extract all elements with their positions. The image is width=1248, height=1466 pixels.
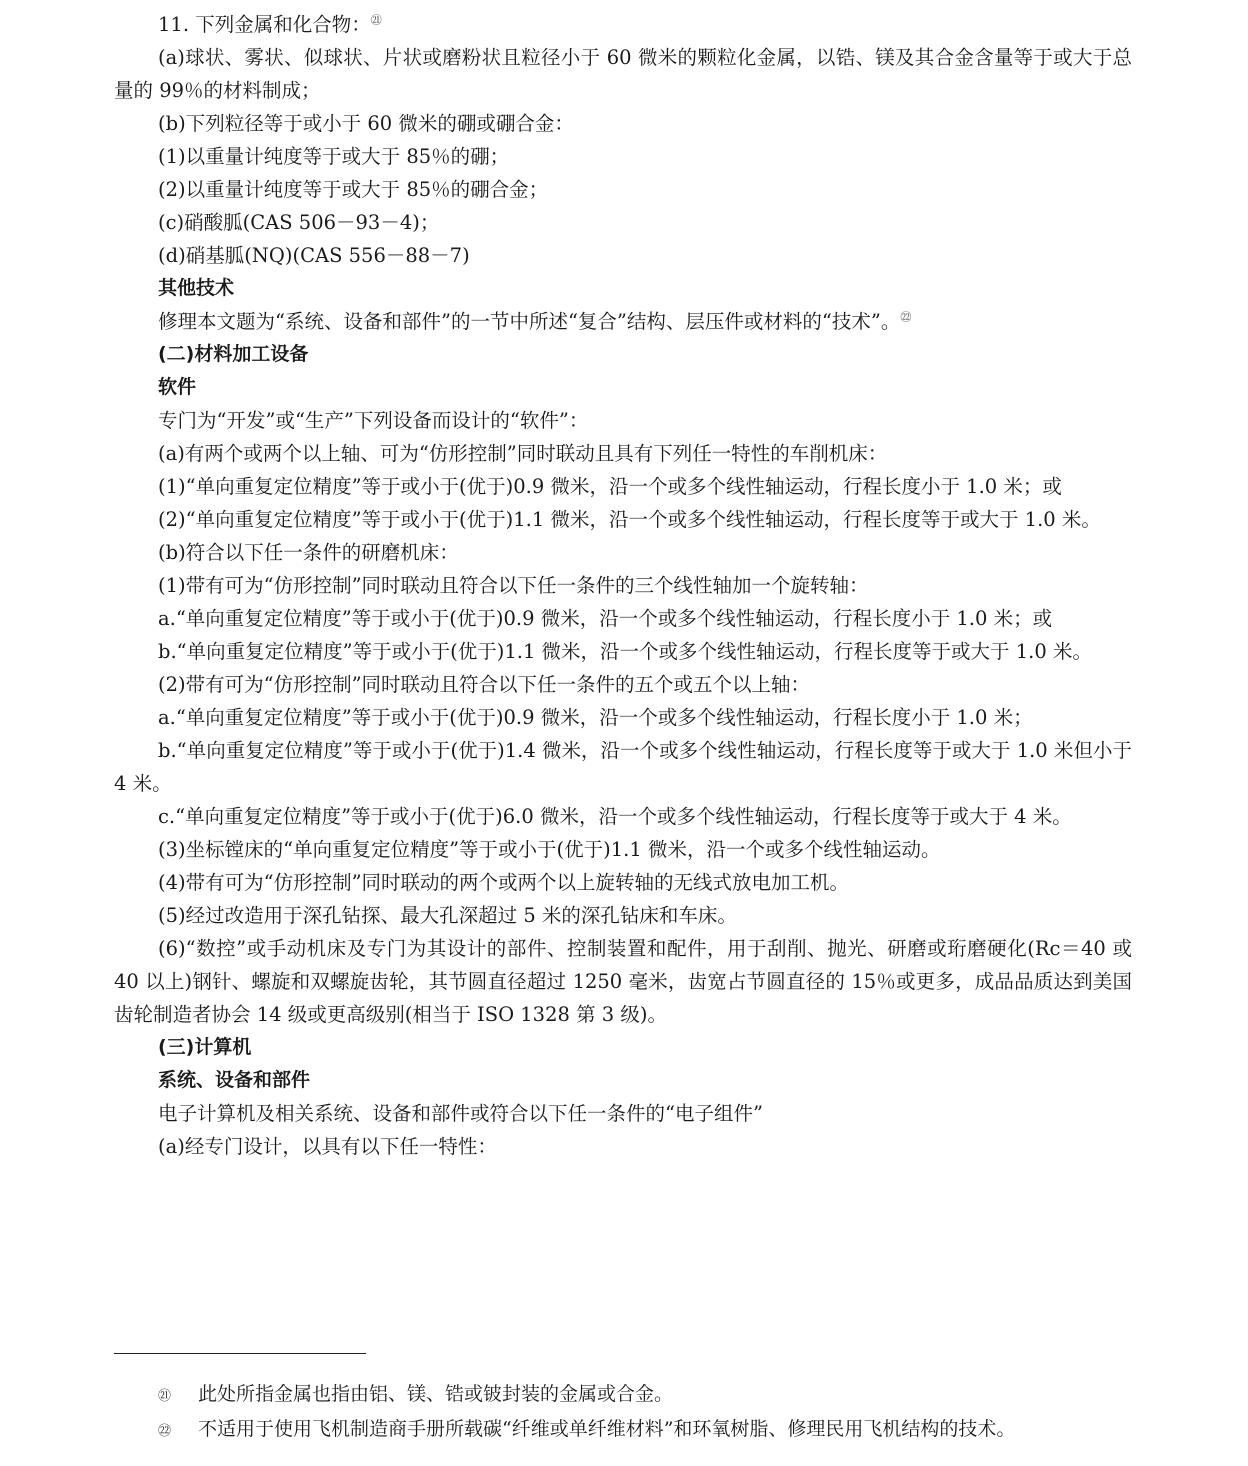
- section-heading: [114, 1031, 1132, 1064]
- paragraph: [114, 41, 1132, 107]
- section-heading: [114, 272, 1132, 305]
- paragraph-text: (3)坐标镗床的“单向重复定位精度”等于或小于(优于)1.1 微米，沿一个或多个线性轴运动。: [158, 838, 941, 861]
- paragraph: [114, 866, 1132, 899]
- paragraph-text: (c)硝酸胍(CAS 506－93－4)；: [158, 211, 440, 234]
- paragraph-text: 专门为“开发”或“生产”下列设备而设计的“软件”：: [158, 409, 589, 432]
- section-heading: [114, 1064, 1132, 1097]
- document-body: [114, 8, 1132, 1163]
- footnote-reference: ㉑: [370, 13, 382, 27]
- footnote-text: 不适用于使用飞机制造商手册所载碳“纤维或单纤维材料”和环氧树脂、修理民用飞机结构的技术。: [198, 1418, 1016, 1440]
- paragraph: [114, 833, 1132, 866]
- paragraph-text: b.“单向重复定位精度”等于或小于(优于)1.1 微米，沿一个或多个线性轴运动，行程长度等于或大于 1.0 米。: [158, 640, 1092, 663]
- paragraph-text: (1)带有可为“仿形控制”同时联动且符合以下任一条件的三个线性轴加一个旋转轴：: [158, 574, 869, 597]
- paragraph-text: c.“单向重复定位精度”等于或小于(优于)6.0 微米，沿一个或多个线性轴运动，行程长度等于或大于 4 米。: [158, 805, 1072, 828]
- paragraph-text: (a)经专门设计，以具有以下任一特性：: [158, 1135, 497, 1158]
- paragraph-text: 其他技术: [158, 277, 235, 299]
- paragraph-text: (2)“单向重复定位精度”等于或小于(优于)1.1 微米，沿一个或多个线性轴运动，行程长度等于或大于 1.0 米。: [158, 508, 1101, 531]
- paragraph: [114, 899, 1132, 932]
- paragraph: [114, 305, 1132, 338]
- paragraph: [114, 173, 1132, 206]
- paragraph: [114, 569, 1132, 602]
- paragraph-text: 系统、设备和部件: [158, 1069, 311, 1091]
- paragraph: [114, 932, 1132, 1031]
- paragraph: [114, 734, 1132, 800]
- footnote-mark: ㉒: [158, 1424, 172, 1439]
- paragraph-text: 11. 下列金属和化合物：: [158, 13, 371, 36]
- paragraph: [114, 140, 1132, 173]
- paragraph: [114, 701, 1132, 734]
- paragraph-text: (1)以重量计纯度等于或大于 85％的硼；: [158, 145, 510, 168]
- paragraph: [114, 206, 1132, 239]
- paragraph-text: (2)带有可为“仿形控制”同时联动且符合以下任一条件的五个或五个以上轴：: [158, 673, 811, 696]
- paragraph: [114, 404, 1132, 437]
- paragraph-text: (a)有两个或两个以上轴、可为“仿形控制”同时联动且具有下列任一特性的车削机床：: [158, 442, 888, 465]
- paragraph-text: a.“单向重复定位精度”等于或小于(优于)0.9 微米，沿一个或多个线性轴运动，行程长度小于 1.0 米；: [158, 706, 1033, 729]
- footnotes: [114, 1378, 1132, 1448]
- footnote: [114, 1413, 1132, 1448]
- paragraph-text: b.“单向重复定位精度”等于或小于(优于)1.4 微米，沿一个或多个线性轴运动，行程长度等于或大于 1.0 米但小于 4 米。: [114, 739, 1132, 795]
- paragraph-text: (三)计算机: [158, 1036, 252, 1058]
- footnote-reference: ㉒: [900, 310, 912, 324]
- paragraph: [114, 800, 1132, 833]
- paragraph: [114, 239, 1132, 272]
- paragraph-text: (5)经过改造用于深孔钻探、最大孔深超过 5 米的深孔钻床和车床。: [158, 904, 737, 927]
- section-heading: [114, 338, 1132, 371]
- paragraph-text: (b)下列粒径等于或小于 60 微米的硼或硼合金：: [158, 112, 574, 135]
- paragraph-text: (d)硝基胍(NQ)(CAS 556－88－7): [158, 244, 470, 267]
- paragraph-text: 电子计算机及相关系统、设备和部件或符合以下任一条件的“电子组件”: [158, 1102, 763, 1125]
- paragraph-text: (a)球状、雾状、似球状、片状或磨粉状且粒径小于 60 微米的颗粒化金属，以锆、镁及其合金含量等于或大于总量的 99％的材料制成；: [114, 46, 1132, 102]
- footnote: [114, 1378, 1132, 1413]
- footnote-mark: ㉑: [158, 1389, 172, 1404]
- paragraph-text: (6)“数控”或手动机床及专门为其设计的部件、控制装置和配件，用于刮削、抛光、研磨或珩磨硬化(Rc＝40 或 40 以上)钢针、螺旋和双螺旋齿轮，其节圆直径超过 1250 毫米，齿宽占节圆直径的 15％或更多，成品品质达到美国齿轮制造者协会 14 级或更高级别(相当于 ISO 1328 第 3 级)。: [114, 937, 1132, 1026]
- paragraph-text: (4)带有可为“仿形控制”同时联动的两个或两个以上旋转轴的无线式放电加工机。: [158, 871, 850, 894]
- paragraph-text: (b)符合以下任一条件的研磨机床：: [158, 541, 459, 564]
- paragraph-text: (二)材料加工设备: [158, 343, 309, 365]
- paragraph: [114, 470, 1132, 503]
- paragraph: [114, 1130, 1132, 1163]
- paragraph: [114, 1097, 1132, 1130]
- paragraph: [114, 536, 1132, 569]
- paragraph: [114, 8, 1132, 41]
- section-heading: [114, 371, 1132, 404]
- footnote-text: 此处所指金属也指由铝、镁、锆或铍封装的金属或合金。: [198, 1383, 674, 1405]
- paragraph: [114, 503, 1132, 536]
- footnote-separator: [114, 1353, 366, 1354]
- paragraph-text: (2)以重量计纯度等于或大于 85％的硼合金；: [158, 178, 549, 201]
- paragraph: [114, 602, 1132, 635]
- paragraph: [114, 635, 1132, 668]
- paragraph: [114, 668, 1132, 701]
- paragraph: [114, 107, 1132, 140]
- paragraph-text: (1)“单向重复定位精度”等于或小于(优于)0.9 微米，沿一个或多个线性轴运动，行程长度小于 1.0 米；或: [158, 475, 1062, 498]
- paragraph: [114, 437, 1132, 470]
- paragraph-text: a.“单向重复定位精度”等于或小于(优于)0.9 微米，沿一个或多个线性轴运动，行程长度小于 1.0 米；或: [158, 607, 1053, 630]
- paragraph-text: 修理本文题为“系统、设备和部件”的一节中所述“复合”结构、层压件或材料的“技术”。: [158, 310, 901, 333]
- paragraph-text: 软件: [158, 376, 197, 398]
